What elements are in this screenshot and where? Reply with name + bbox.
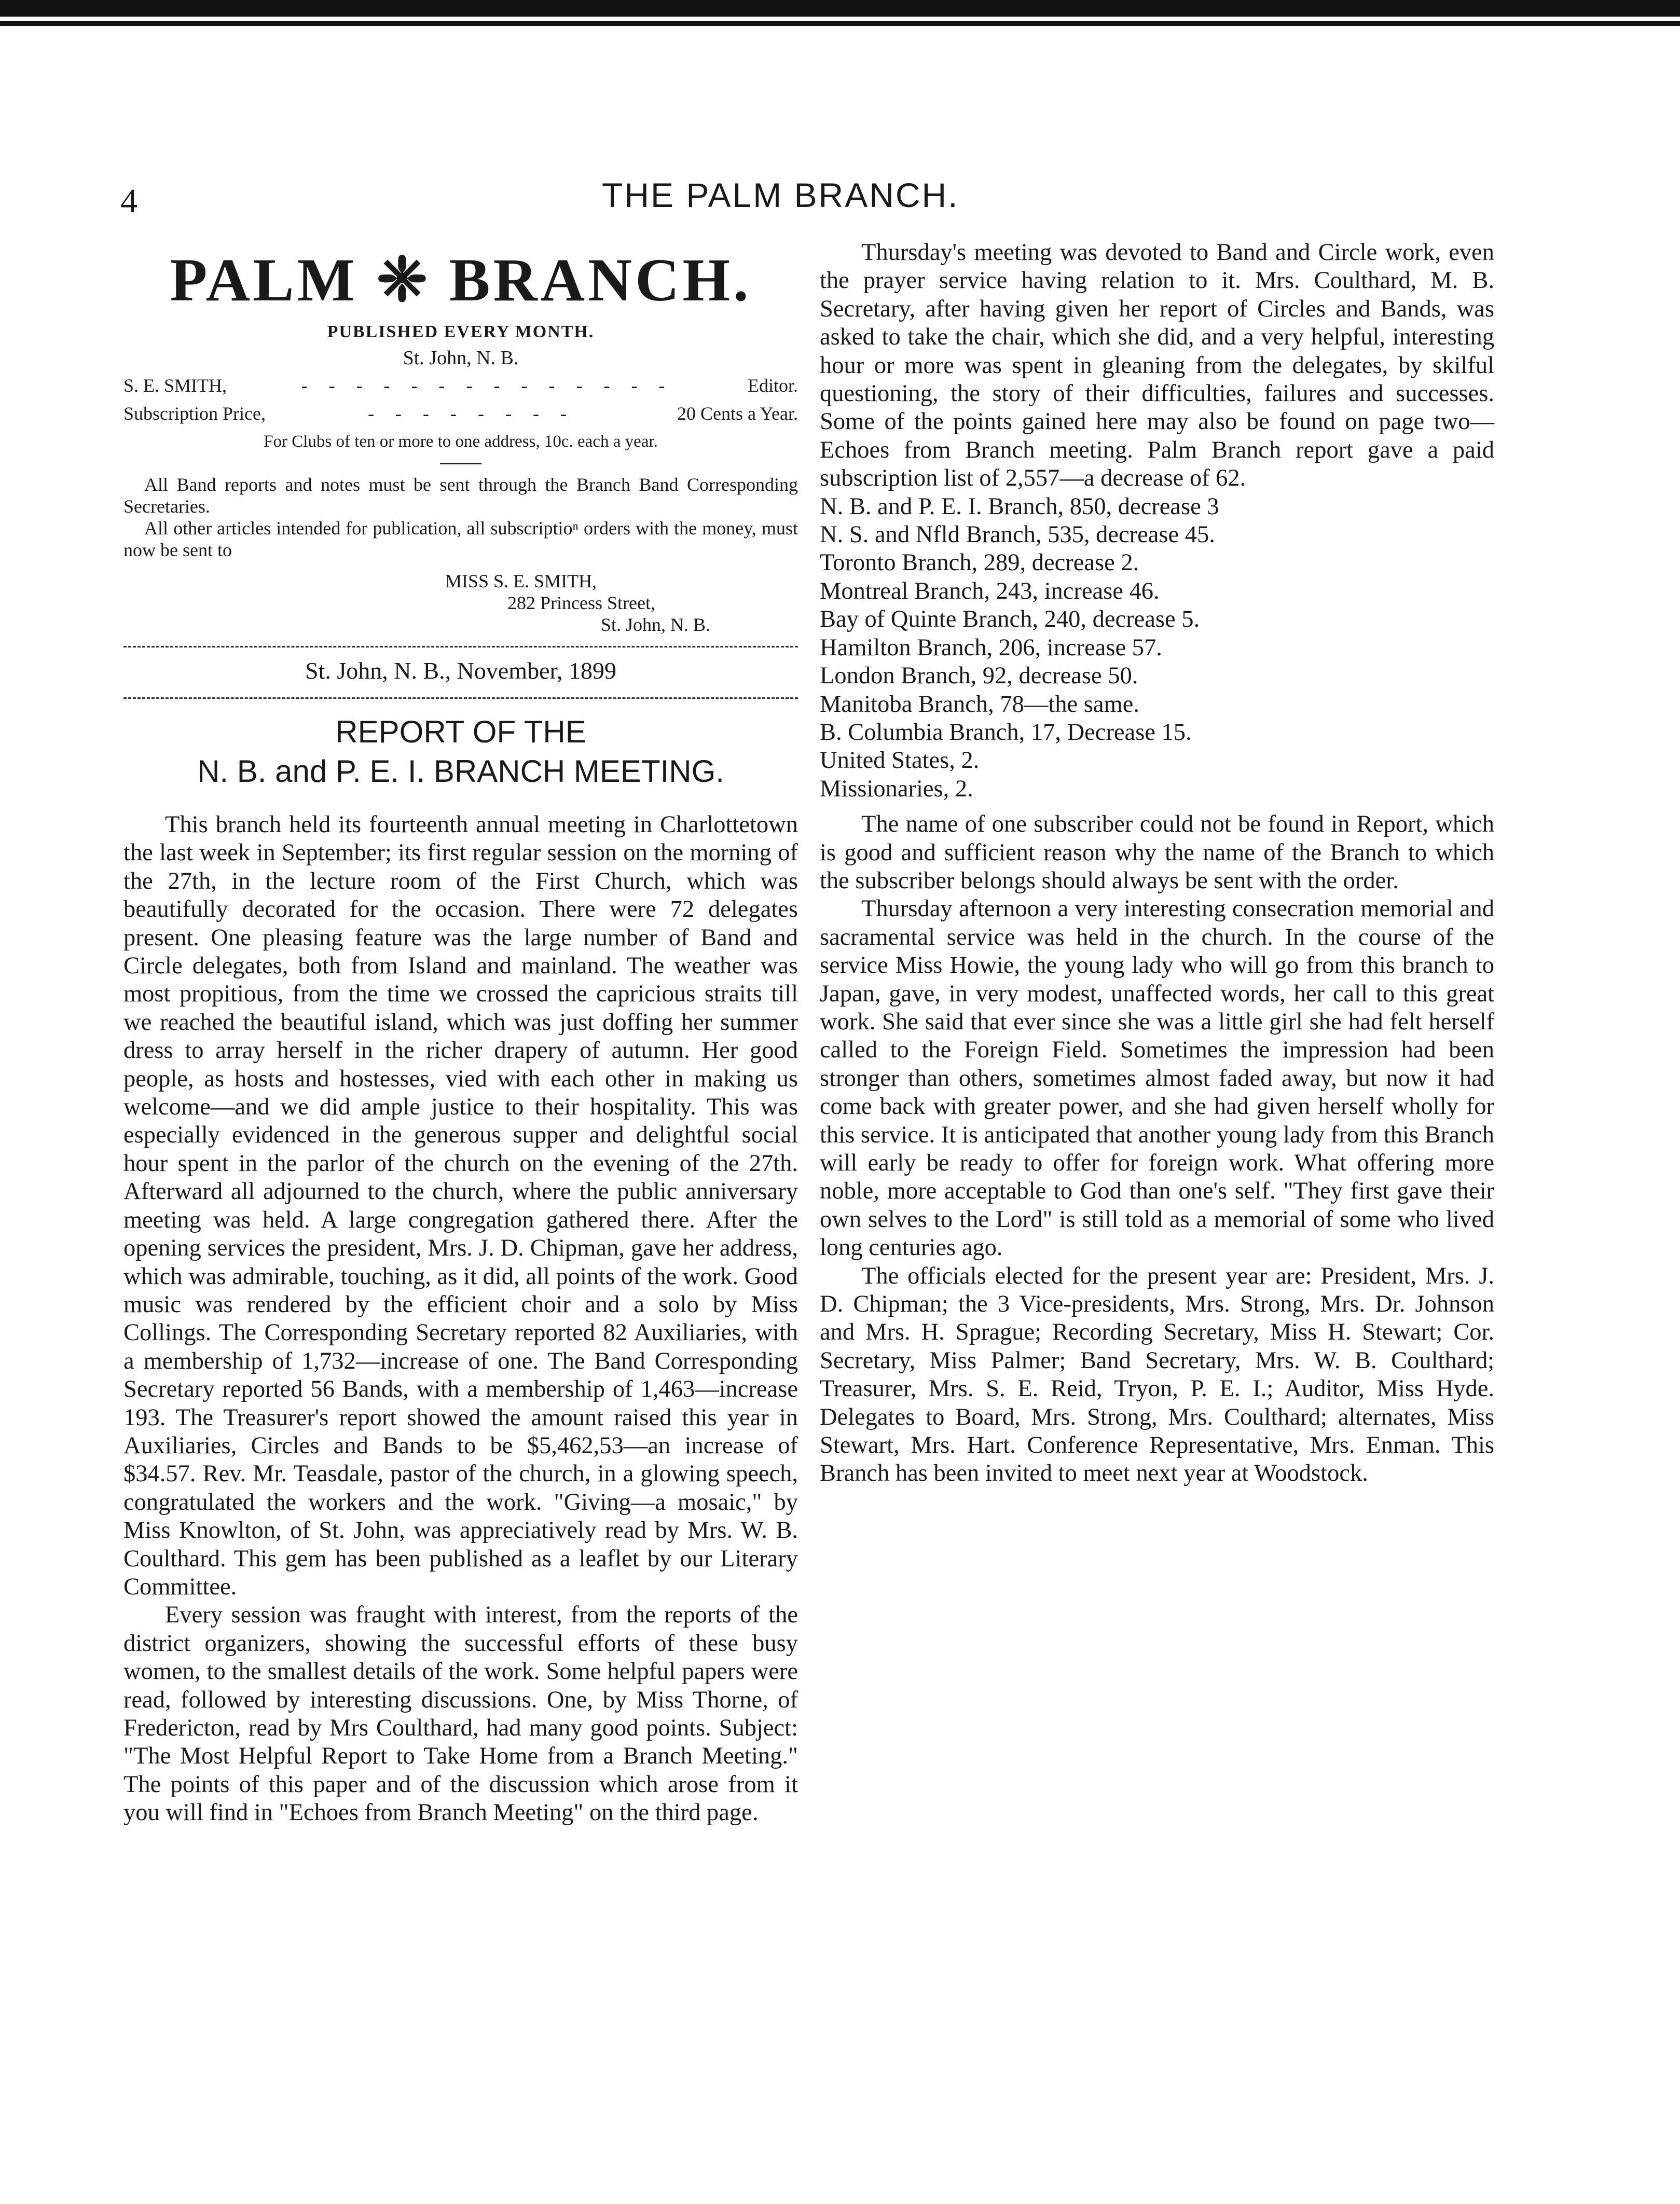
- stats-item: London Branch, 92, decrease 50.: [820, 663, 1138, 690]
- top-border-rule: [0, 0, 1680, 17]
- published-line: PUBLISHED EVERY MONTH.: [327, 322, 595, 341]
- stats-item: Montreal Branch, 243, increase 46.: [820, 577, 1160, 604]
- report-title-line1: REPORT OF THE: [335, 714, 586, 749]
- running-head: THE PALM BRANCH.: [602, 176, 959, 214]
- stats-item: Toronto Branch, 289, decrease 2.: [820, 549, 1139, 576]
- report-paragraph-3: Thursday's meeting was devoted to Band and Circle work, even the prayer service having relation to it. Mrs. Coulthard, M. B. Secretary, after having given her report of Circles and Bands, was asked to take the chair, which she did, and a very helpful, interesting hour or more was spent in gleaning from the delegates, by skilful questioning, the story of their difficulties, failures and successes. Some of the points gained here may also be found on page two—Echoes from Branch meeting. Palm Branch report gave a paid subscription list of 2,557—a decrease of 62.: [820, 239, 1494, 492]
- address-name: MISS S. E. SMITH,: [445, 571, 597, 591]
- stats-item: N. B. and P. E. I. Branch, 850, decrease 3: [820, 493, 1219, 520]
- stats-item: B. Columbia Branch, 17, Decrease 15.: [820, 719, 1192, 746]
- top-border-rule-thin: [0, 21, 1680, 26]
- stats-item: N. S. and Nfld Branch, 535, decrease 45.: [820, 521, 1215, 548]
- price-row: [123, 400, 798, 428]
- address-city: St. John, N. B.: [601, 614, 711, 635]
- price-dots: - - - - - - - -: [368, 403, 575, 424]
- report-paragraph-6: The officials elected for the present year are: President, Mrs. J. D. Chipman; the 3 Vice-presidents, Mrs. Strong, Mrs. Dr. Johnson and Mrs. H. Sprague; Recording Secretary, Miss H. Stewart; Cor. Secretary, Miss Palmer; Band Secretary, Mrs. W. B. Coulthard; Treasurer, Mrs. S. E. Reid, Tryon, P. E. I.; Auditor, Miss Hyde. Delegates to Board, Mrs. Strong, Mrs. Coulthard; alternates, Miss Stewart, Mrs. Hart. Conference Representative, Mrs. Enman. This Branch has been invited to meet next year at Woodstock.: [820, 1262, 1494, 1487]
- subscription-stats: [820, 493, 1494, 803]
- page-number: 4: [120, 182, 137, 220]
- report-paragraph-1: This branch held its fourteenth annual meeting in Charlottetown the last week in September; its first regular session on the morning of the 27th, in the lecture room of the First Church, which was beautifully decorated for the occasion. There were 72 delegates present. One pleasing feature was the large number of Band and Circle delegates, both from Island and mainland. The weather was most propitious, from the time we crossed the capricious straits till we reached the beautiful island, which was just doffing her summer dress to array herself in the richer drapery of autumn. Her good people, as hosts and hostesses, vied with each other in making us welcome—and we did ample justice to their hospitality. This was especially evidenced in the generous supper and delightful social hour spent in the parlor of the church on the evening of the 27th. Afterward all adjourned to the church, where the public anniversary meeting was held. A large congregation gathered there. After the opening services the president, Mrs. J. D. Chipman, gave her address, which was admirable, touching, as it did, all points of the work. Good music was rendered by the efficient choir and a solo by Miss Collings. The Corresponding Secretary reported 82 Auxiliaries, with a membership of 1,732—increase of one. The Band Corresponding Secretary reported 56 Bands, with a membership of 1,463—increase 193. The Treasurer's report showed the amount raised this year in Auxiliaries, Circles and Bands to be $5,462,53—an increase of $34.57. Rev. Mr. Teasdale, pastor of the church, in a glowing speech, congratulated the workers and the work. "Giving—a mosaic," by Miss Knowlton, of St. John, was appreciatively read by Mrs. W. B. Coulthard. This gem has been published as a leaflet by our Literary Committee.: [123, 811, 798, 1600]
- address-street: 282 Princess Street,: [507, 593, 655, 613]
- price-value: 20 Cents a Year.: [677, 403, 798, 424]
- report-title: [123, 712, 798, 791]
- editor-name: S. E. SMITH,: [123, 375, 227, 396]
- separator-rule: [123, 646, 798, 648]
- separator-rule: [123, 697, 798, 699]
- report-title-line2: N. B. and P. E. I. BRANCH MEETING.: [197, 754, 724, 789]
- dateline: St. John, N. B., November, 1899: [305, 657, 616, 684]
- report-paragraph-2: Every session was fraught with interest, from the reports of the district organizers, showing the successful efforts of these busy women, to the smallest details of the work. Some helpful papers were read, followed by interesting discussions. One, by Miss Thorne, of Fredericton, read by Mrs Coulthard, had many good points. Subject: "The Most Helpful Report to Take Home from a Branch Meeting." The points of this paper and of the discussion which arose from it you will find in "Echoes from Branch Meeting" on the third page.: [123, 1602, 798, 1826]
- stats-item: Manitoba Branch, 78—the same.: [820, 691, 1139, 718]
- place-line: St. John, N. B.: [403, 347, 519, 369]
- editor-row: [123, 371, 798, 400]
- articles-notice: All other articles intended for publication, all subscriptioⁿ orders with the money, must now be sent to: [123, 518, 798, 560]
- clubs-line: For Clubs of ten or more to one address, 10c. each a year.: [264, 432, 658, 451]
- band-notice: All Band reports and notes must be sent through the Branch Band Corresponding Secretaries.: [123, 474, 798, 517]
- price-label: Subscription Price,: [123, 403, 266, 424]
- stats-item: Hamilton Branch, 206, increase 57.: [820, 634, 1162, 661]
- editor-role: Editor.: [748, 375, 798, 396]
- stats-item: Missionaries, 2.: [820, 775, 973, 802]
- stats-item: Bay of Quinte Branch, 240, decrease 5.: [820, 606, 1200, 633]
- masthead-title: PALM ❈ BRANCH.: [170, 246, 752, 314]
- report-paragraph-5: Thursday afternoon a very interesting consecration memorial and sacramental service was held in the church. In the course of the service Miss Howie, the young lady who will go from this branch to Japan, gave, in very modest, unaffected words, her call to this great work. She said that ever since she was a little girl she had felt herself called to the Foreign Field. Sometimes the impression had been stronger than others, sometimes almost faded away, but now it had come back with greater power, and she had given herself wholly for this service. It is anticipated that another young lady from this Branch will early be ready to offer for foreign work. What offering more noble, more acceptable to God than one's self. "They first gave their own selves to the Lord" is still told as a memorial of some who lived long centuries ago.: [820, 896, 1494, 1261]
- ornament-rule: [440, 463, 481, 464]
- report-paragraph-4: The name of one subscriber could not be found in Report, which is good and sufficient reason why the name of the Branch to which the subscriber belongs should always be sent with the order.: [820, 811, 1494, 894]
- right-column: [820, 239, 1494, 1488]
- left-column: [123, 239, 798, 1827]
- stats-item: United States, 2.: [820, 747, 980, 774]
- editor-dots: - - - - - - - - - - - - - -: [301, 375, 673, 396]
